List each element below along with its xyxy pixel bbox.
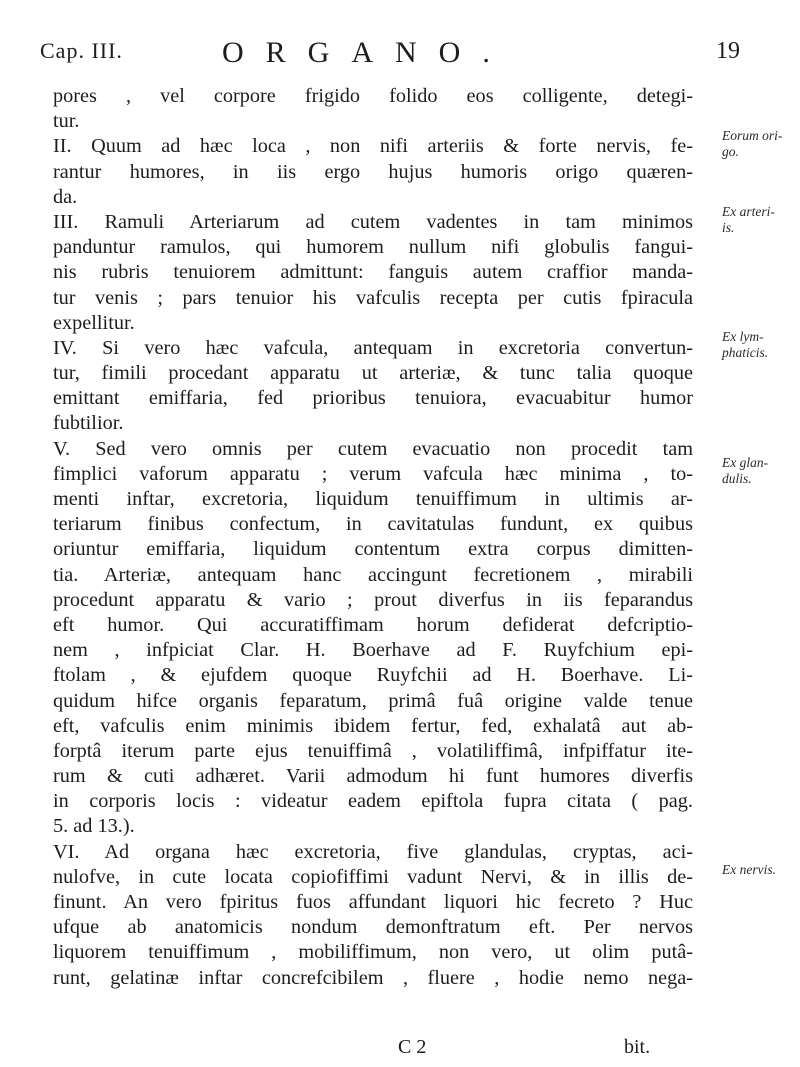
text-line: in corporis locis : videatur eadem epiftola fupra citata ( pag.: [53, 790, 693, 813]
text-line: fimplici vaforum apparatu ; verum vafcula hæc minima , to-: [53, 462, 693, 485]
text-line: menti inftar, excretoria, liquidum tenuiffimum in ultimis ar-: [53, 488, 693, 510]
text-line: fubtilior.: [53, 412, 124, 435]
text-line: eft humor. Qui accuratiffimam horum defiderat defcriptio-: [53, 613, 693, 636]
text-line: rantur humores, in iis ergo hujus humoris origo quæren-: [53, 160, 693, 183]
text-line: panduntur ramulos, qui humorem nullum nifi globulis fangui-: [53, 236, 693, 259]
text-line: IV. Si vero hæc vafcula, antequam in excretoria convertun-: [53, 336, 693, 359]
signature-mark: C 2: [398, 1036, 427, 1058]
text-line: tur.: [53, 110, 80, 133]
text-line: da.: [53, 185, 78, 208]
margin-note-nerves: Ex nervis.: [722, 862, 776, 877]
text-line: tur, fimili procedant apparatu ut arteriæ, & tunc talia quoque: [53, 362, 693, 385]
catchword: bit.: [624, 1036, 651, 1058]
main-text: [53, 84, 693, 991]
text-line: oriuntur emiffaria, liquidum contentum extra corpus dimitten-: [53, 538, 693, 561]
text-line: eft, vafculis enim minimis ibidem fertur, fed, exhalatâ aut ab-: [53, 714, 693, 737]
text-line: runt, gelatinæ inftar concrefcibilem , fluere , hodie nemo nega-: [53, 966, 693, 989]
text-line: tia. Arteriæ, antequam hanc accingunt fecretionem , mirabili: [53, 563, 693, 586]
text-line: rum & cuti adhæret. Varii admodum hi funt humores diverfis: [53, 765, 693, 788]
margin-note-origin: Eorum ori- go.: [722, 128, 783, 159]
page-footer: [0, 1036, 800, 1064]
text-line: 5. ad 13.).: [53, 815, 135, 838]
text-line: nem , infpiciat Clar. H. Boerhave ad F. Ruyfchium epi-: [53, 639, 693, 662]
margin-note-arteries: Ex arteri- is.: [722, 204, 775, 235]
text-line: procedunt apparatu & vario ; prout diverfus in iis feparandus: [53, 588, 693, 611]
page-number: 19: [716, 38, 740, 64]
text-line: quidum hifce organis feparatum, primâ fuâ origine valde tenue: [53, 689, 693, 712]
text-line: liquorem tenuiffimum , mobiliffimum, non vero, ut olim putâ-: [53, 941, 693, 964]
margin-note-glands: Ex glan- dulis.: [722, 455, 769, 486]
text-line: V. Sed vero omnis per cutem evacuatio non procedit tam: [53, 437, 693, 460]
text-line: ftolam , & ejufdem quoque Ruyfchii ad H. Boerhave. Li-: [53, 664, 693, 687]
margin-note-lymphatics: Ex lym- phaticis.: [722, 329, 769, 360]
text-line: VI. Ad organa hæc excretoria, five glandulas, cryptas, aci-: [53, 840, 693, 863]
text-line: ufque ab anatomicis nondum demonftratum eft. Per nervos: [53, 916, 693, 939]
text-line: finunt. An vero fpiritus fuos affundant liquori hic fecreto ? Huc: [53, 891, 693, 913]
text-line: forptâ iterum parte ejus tenuiffimâ , volatiliffimâ, infpiffatur ite-: [53, 739, 693, 762]
running-title: ORGANO.: [222, 36, 512, 69]
text-line: nulofve, in cute locata copiofiffimi vadunt Nervi, & in illis de-: [53, 865, 693, 888]
text-line: pores , vel corpore frigido folido eos colligente, detegi-: [53, 85, 693, 107]
text-line: tur venis ; pars tenuior his vafculis recepta per cutis fpiracula: [53, 286, 693, 309]
text-line: emittant emiffaria, fed prioribus tenuiora, evacuabitur humor: [53, 387, 693, 410]
text-line: nis rubris tenuiorem admittunt: fanguis autem craffior manda-: [53, 261, 693, 284]
text-line: teriarum finibus confectum, in cavitatulas fundunt, ex quibus: [53, 513, 693, 536]
running-header: [40, 38, 740, 78]
text-line: III. Ramuli Arteriarum ad cutem vadentes in tam minimos: [53, 210, 693, 233]
chapter-label: Cap. III.: [40, 38, 123, 63]
text-line: II. Quum ad hæc loca , non nifi arteriis & forte nervis, fe-: [53, 135, 693, 158]
text-line: expellitur.: [53, 311, 135, 334]
